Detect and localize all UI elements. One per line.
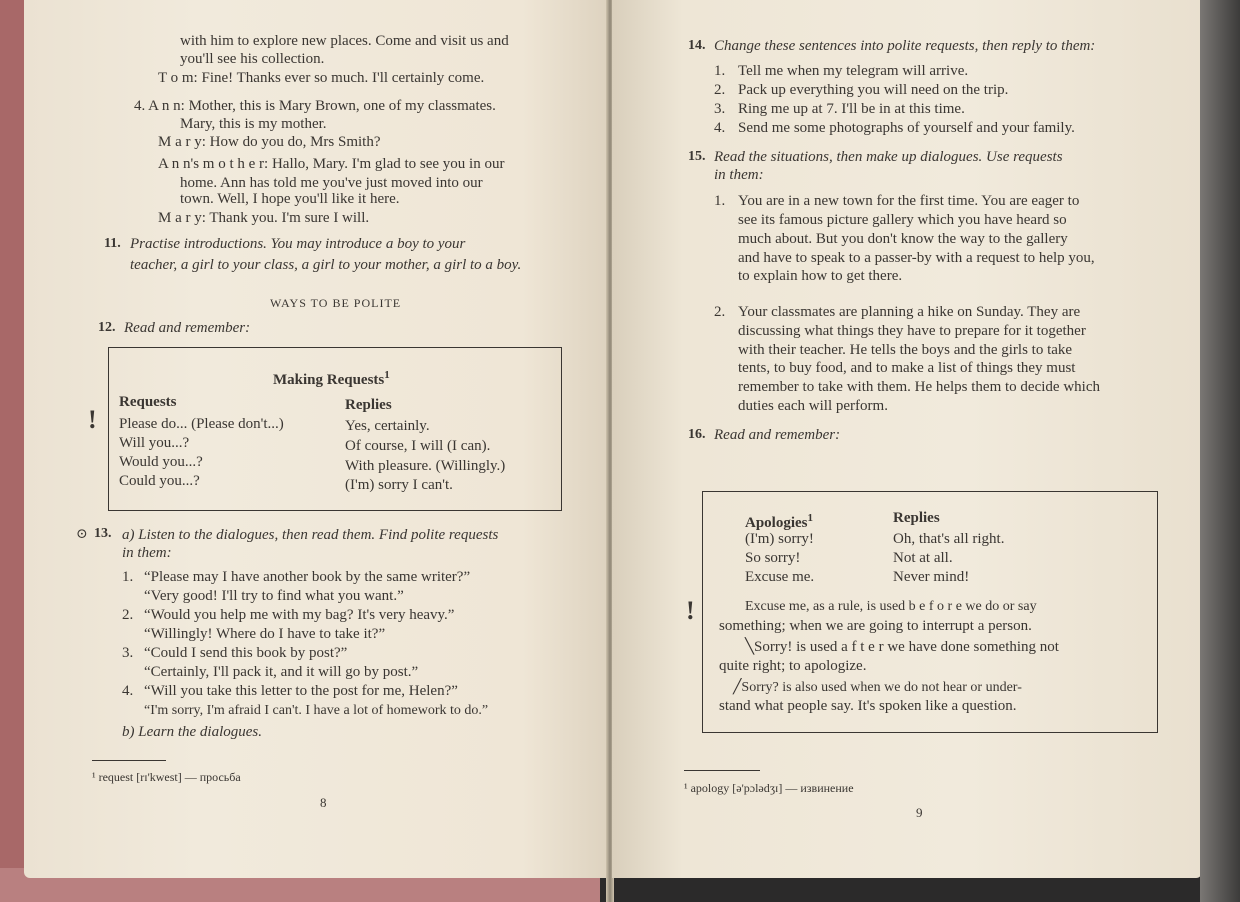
exercise-number: 13.: [94, 526, 112, 541]
dialogue-line: Mary, this is my mother.: [180, 116, 327, 132]
list-number: 3.: [714, 101, 726, 117]
apologies-box: [702, 491, 1158, 733]
right-page: [612, 0, 1202, 878]
exercise-instruction: in them:: [714, 167, 764, 183]
dialogue-line: “Would you help me with my bag? It's very heavy.”: [144, 607, 455, 623]
exercise-instruction: in them:: [122, 545, 172, 561]
section-heading: WAYS TO BE POLITE: [270, 296, 402, 310]
reply-item: (I'm) sorry I can't.: [345, 477, 453, 493]
book-cover-edge-left: [0, 0, 26, 902]
exercise-number: 16.: [688, 427, 706, 442]
replies-heading: Replies: [345, 397, 392, 413]
exercise-instruction: Read and remember:: [124, 320, 251, 336]
apology-item: So sorry!: [745, 550, 801, 566]
usage-note: something; when we are going to interrupt a person.: [719, 618, 1032, 634]
box-title: Making Requests$^1$: [273, 369, 390, 388]
list-item: Send me some photographs of yourself and your family.: [738, 120, 1075, 136]
attention-mark: !: [88, 405, 97, 434]
footnote-divider: [92, 760, 166, 761]
usage-note: Excuse me, as a rule, is used b e f o r e we do or say: [745, 599, 1037, 614]
dialogue-line: “Could I send this book by post?”: [144, 645, 348, 661]
request-item: Please do... (Please don't...): [119, 416, 284, 432]
list-number: 1.: [714, 63, 726, 79]
exercise-instruction: b) Learn the dialogues.: [122, 724, 262, 740]
dialogue-line: you'll see his collection.: [180, 51, 325, 67]
situation-line: remember to take with them. He helps them to decide which: [738, 379, 1100, 395]
exercise-number: 11.: [104, 236, 121, 251]
reply-item: Never mind!: [893, 569, 970, 585]
footnote: ¹ request [rɪ'kwest] — просьба: [92, 770, 241, 784]
dialogue-line: with him to explore new places. Come and visit us and: [180, 33, 509, 49]
requests-heading: Requests: [119, 394, 177, 410]
requests-box: [108, 347, 562, 511]
left-page: [24, 0, 610, 878]
audio-icon: ⊙: [76, 527, 88, 542]
exercise-instruction: Read and remember:: [714, 427, 841, 443]
reply-item: Of course, I will (I can).: [345, 438, 491, 454]
apology-item: (I'm) sorry!: [745, 531, 814, 547]
request-item: Will you...?: [119, 435, 190, 451]
dialogue-line: home. Ann has told me you've just moved into our: [180, 175, 483, 191]
page-edge-right: [1200, 0, 1240, 902]
dialogue-number: 2.: [122, 607, 134, 623]
exercise-instruction: Change these sentences into polite requests, then reply to them:: [714, 38, 1096, 54]
footnote-divider: [684, 770, 760, 771]
exercise-instruction: a) Listen to the dialogues, then read them. Find polite requests: [122, 527, 499, 543]
usage-note: quite right; to apologize.: [719, 658, 867, 674]
dialogue-line: town. Well, I hope you'll like it here.: [180, 191, 400, 207]
page-number: 8: [320, 795, 327, 810]
usage-note: stand what people say. It's spoken like a question.: [719, 698, 1017, 714]
apologies-heading: Apologies$^1$: [745, 512, 814, 531]
apology-item: Excuse me.: [745, 569, 815, 585]
dialogue-line: “Certainly, I'll pack it, and it will go by post.”: [144, 664, 419, 680]
reply-item: Yes, certainly.: [345, 418, 430, 434]
dialogue-line: A n n's m o t h e r: Hallo, Mary. I'm glad to see you in our: [158, 156, 505, 172]
list-number: 4.: [714, 120, 726, 136]
situation-line: discussing what things they have to prepare for it together: [738, 323, 1086, 339]
exercise-instruction: teacher, a girl to your class, a girl to your mother, a girl to a boy.: [130, 257, 522, 273]
situation-line: much about. But you don't know the way to the gallery: [738, 231, 1068, 247]
usage-note: ╲Sorry! is used a f t e r we have done something not: [745, 639, 1059, 655]
reply-item: Oh, that's all right.: [893, 531, 1005, 547]
situation-line: duties each will perform.: [738, 398, 888, 414]
attention-mark: !: [686, 596, 695, 625]
dialogue-line: “Please may I have another book by the same writer?”: [144, 569, 471, 585]
situation-line: and have to speak to a passer-by with a request to help you,: [738, 250, 1095, 266]
dialogue-line: 4. A n n: Mother, this is Mary Brown, one of my classmates.: [134, 98, 496, 114]
dialogue-line: M a r y: How do you do, Mrs Smith?: [158, 134, 381, 150]
exercise-number: 15.: [688, 149, 706, 164]
situation-line: see its famous picture gallery which you have heard so: [738, 212, 1067, 228]
dialogue-number: 1.: [122, 569, 134, 585]
dialogue-number: 4.: [122, 683, 134, 699]
footnote: ¹ apology [ə'pɔlədʒɪ] — извинение: [684, 781, 854, 795]
exercise-instruction: Practise introductions. You may introduce a boy to your: [130, 236, 466, 252]
dialogue-line: T o m: Fine! Thanks ever so much. I'll certainly come.: [158, 70, 485, 86]
dialogue-line: M a r y: Thank you. I'm sure I will.: [158, 210, 370, 226]
dialogue-line: “Will you take this letter to the post for me, Helen?”: [144, 683, 458, 699]
situation-line: to explain how to get there.: [738, 268, 903, 284]
dialogue-line: “Willingly! Where do I have to take it?”: [144, 626, 386, 642]
dialogue-number: 3.: [122, 645, 134, 661]
exercise-number: 12.: [98, 320, 116, 335]
list-item: Pack up everything you will need on the trip.: [738, 82, 1009, 98]
list-item: Tell me when my telegram will arrive.: [738, 63, 969, 79]
list-number: 2.: [714, 82, 726, 98]
situation-line: You are in a new town for the first time. You are eager to: [738, 193, 1080, 209]
request-item: Would you...?: [119, 454, 203, 470]
replies-heading: Replies: [893, 510, 940, 526]
list-number: 2.: [714, 304, 726, 320]
situation-line: with their teacher. He tells the boys and the girls to take: [738, 342, 1073, 358]
exercise-number: 14.: [688, 38, 706, 53]
dialogue-line: “Very good! I'll try to find what you want.”: [144, 588, 404, 604]
reply-item: With pleasure. (Willingly.): [345, 458, 506, 474]
exercise-instruction: Read the situations, then make up dialogues. Use requests: [714, 149, 1063, 165]
situation-line: tents, to buy food, and to make a list of things they must: [738, 360, 1076, 376]
reply-item: Not at all.: [893, 550, 953, 566]
usage-note: ╱Sorry? is also used when we do not hear or under-: [733, 680, 1022, 695]
dialogue-line: “I'm sorry, I'm afraid I can't. I have a lot of homework to do.”: [144, 703, 489, 718]
situation-line: Your classmates are planning a hike on Sunday. They are: [738, 304, 1081, 320]
list-number: 1.: [714, 193, 726, 209]
page-number: 9: [916, 805, 923, 820]
list-item: Ring me up at 7. I'll be in at this time.: [738, 101, 965, 117]
request-item: Could you...?: [119, 473, 200, 489]
